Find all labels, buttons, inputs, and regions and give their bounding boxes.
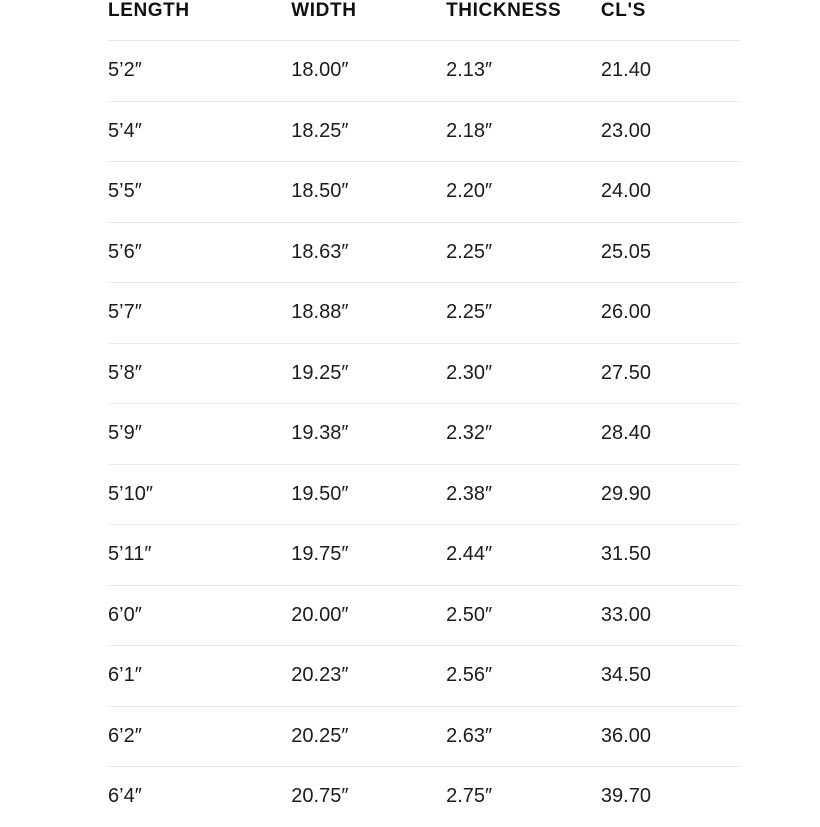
table-row bbox=[108, 283, 740, 344]
cell-thickness: 2.25″ bbox=[446, 222, 601, 283]
cell-thickness: 2.18″ bbox=[446, 101, 601, 162]
cell-cls: 24.00 bbox=[601, 162, 740, 223]
cell-width: 20.75″ bbox=[291, 785, 349, 808]
cell-length: 5’4″ bbox=[108, 101, 291, 162]
cell-width: 20.00″ bbox=[291, 585, 446, 646]
cell-thickness: 2.30″ bbox=[446, 343, 601, 404]
cell-thickness: 2.32″ bbox=[446, 404, 601, 465]
cell-thickness: 2.25″ bbox=[446, 283, 601, 344]
table-row bbox=[108, 464, 740, 525]
column-header-thickness: THICKNESS bbox=[446, 0, 601, 41]
table-row bbox=[108, 585, 740, 646]
cell-width: 18.00″ bbox=[291, 41, 446, 102]
cell-length: 5’11″ bbox=[108, 525, 291, 586]
table-row bbox=[108, 41, 740, 102]
table-header-row bbox=[108, 0, 740, 41]
cell-thickness: 2.38″ bbox=[446, 464, 601, 525]
table-row bbox=[108, 162, 740, 223]
cell-width: 20.23″ bbox=[291, 646, 446, 707]
cell-width: 20.25″ bbox=[291, 706, 446, 767]
cell-cls: 21.40 bbox=[601, 41, 740, 102]
cell-width: 19.25″ bbox=[291, 343, 446, 404]
cell-length: 5’2″ bbox=[108, 41, 291, 102]
cell-length: 5’9″ bbox=[108, 404, 291, 465]
cell-length: 6’2″ bbox=[108, 706, 291, 767]
cell-width: 18.63″ bbox=[291, 222, 446, 283]
table-header bbox=[108, 0, 740, 41]
cell-cls: 28.40 bbox=[601, 404, 740, 465]
cell-thickness: 2.50″ bbox=[446, 585, 601, 646]
column-header-width: WIDTH bbox=[291, 0, 446, 41]
cell-length: 5’5″ bbox=[108, 162, 291, 223]
table-body bbox=[108, 41, 740, 827]
cell-cls: 33.00 bbox=[601, 585, 740, 646]
table-row bbox=[108, 525, 740, 586]
cell-thickness: 2.44″ bbox=[446, 525, 601, 586]
cell-thickness: 2.13″ bbox=[446, 41, 601, 102]
cell-cls: 26.00 bbox=[601, 283, 740, 344]
cell-length: 6’1″ bbox=[108, 646, 291, 707]
cell-width: 19.75″ bbox=[291, 525, 446, 586]
table-row bbox=[108, 404, 740, 465]
cell-cls: 31.50 bbox=[601, 525, 740, 586]
cell-length: 5’6″ bbox=[108, 222, 291, 283]
cell-width: 18.50″ bbox=[291, 162, 446, 223]
table-row bbox=[108, 222, 740, 283]
cell-length: 5’7″ bbox=[108, 283, 291, 344]
cell-cls: 27.50 bbox=[601, 343, 740, 404]
table-row bbox=[108, 767, 740, 827]
table-row bbox=[108, 706, 740, 767]
cell-cls: 25.05 bbox=[601, 222, 740, 283]
table-row bbox=[108, 646, 740, 707]
cell-width: 19.50″ bbox=[291, 464, 446, 525]
column-header-length: LENGTH bbox=[108, 0, 291, 41]
cell-thickness: 2.56″ bbox=[446, 646, 601, 707]
cell-width: 18.25″ bbox=[291, 101, 446, 162]
cell-length: 5’8″ bbox=[108, 343, 291, 404]
column-header-cls: CL'S bbox=[601, 0, 740, 41]
cell-cls: 39.70 bbox=[600, 785, 651, 808]
cell-length: 6’0″ bbox=[108, 585, 291, 646]
table-row bbox=[108, 101, 740, 162]
cell-thickness: 2.75″ bbox=[446, 785, 493, 808]
cell-length: 5’10″ bbox=[108, 464, 291, 525]
cell-cls: 29.90 bbox=[601, 464, 740, 525]
cell-cls: 36.00 bbox=[601, 706, 740, 767]
cell-thickness: 2.63″ bbox=[446, 706, 601, 767]
cell-cls: 34.50 bbox=[601, 646, 740, 707]
table-row bbox=[108, 343, 740, 404]
board-dimensions-table bbox=[108, 0, 740, 827]
cell-width: 18.88″ bbox=[291, 283, 446, 344]
cell-thickness: 2.20″ bbox=[446, 162, 601, 223]
cell-cls: 23.00 bbox=[601, 101, 740, 162]
cell-length: 6’4″ bbox=[108, 785, 142, 808]
cell-width: 19.38″ bbox=[291, 404, 446, 465]
